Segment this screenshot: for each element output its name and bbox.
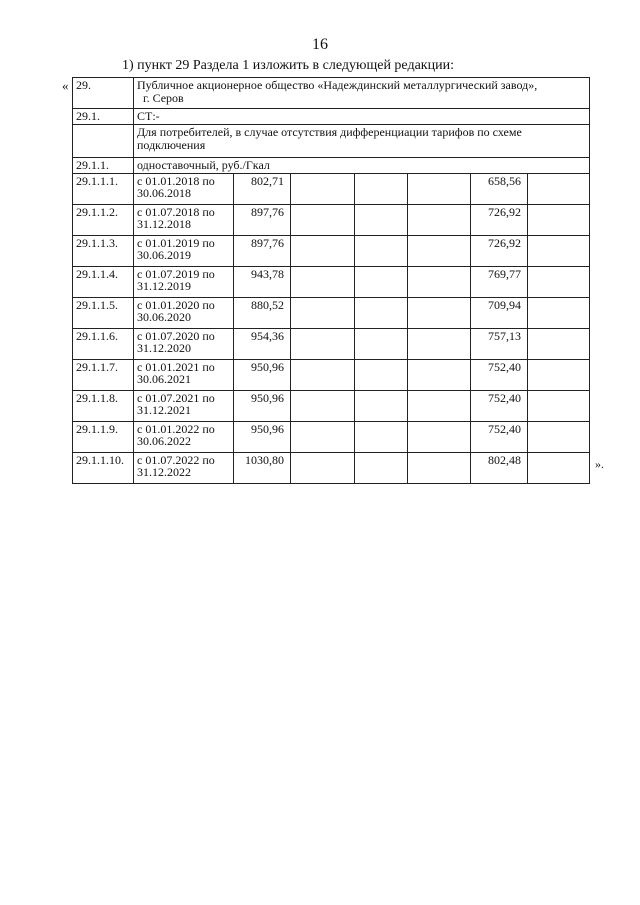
tariff-value-population: 726,92 [471,204,528,235]
empty-cell [408,204,471,235]
table-row [73,173,590,204]
period-end: 31.12.2020 [137,341,191,356]
unit-row [73,158,590,174]
section-code: 29. [73,78,134,109]
tariff-value-population: 802,48 [471,452,528,483]
row-code: 29.1.1.7. [73,359,134,390]
row-code: 29.1.1.5. [73,297,134,328]
empty-cell [355,173,408,204]
period-start: с 01.07.2019 по [137,266,215,281]
tariff-value: 897,76 [234,204,291,235]
tariff-value: 897,76 [234,235,291,266]
table-row [73,328,590,359]
row-period [134,266,234,297]
period-start: с 01.07.2018 по [137,204,215,219]
opening-quote: « [62,78,69,93]
empty-cell [528,235,590,266]
tariff-value-population: 726,92 [471,235,528,266]
consumers-text: Для потребителей, в случае отсутствия дифференциации тарифов по схеме подключения [134,125,590,158]
row-code: 29.1.1.8. [73,390,134,421]
empty-cell [355,235,408,266]
organization-name: Публичное акционерное общество «Надеждинский металлургический завод», [137,78,538,92]
period-start: с 01.01.2019 по [137,235,215,250]
st-code: 29.1. [73,109,134,125]
row-period [134,452,234,483]
table-row [73,297,590,328]
row-code: 29.1.1.6. [73,328,134,359]
closing-quote: ». [595,457,604,471]
table-row [73,235,590,266]
tariff-value-population: 769,77 [471,266,528,297]
empty-cell [355,421,408,452]
tariff-value: 950,96 [234,390,291,421]
tariff-table [72,77,590,484]
period-end: 30.06.2019 [137,248,191,263]
empty-cell [291,452,355,483]
period-start: с 01.01.2020 по [137,297,215,312]
table-row [73,421,590,452]
empty-cell [408,266,471,297]
empty-cell [528,421,590,452]
tariff-value-population: 752,40 [471,390,528,421]
period-end: 30.06.2018 [137,186,191,201]
tariff-value: 802,71 [234,173,291,204]
period-end: 31.12.2022 [137,465,191,480]
period-end: 30.06.2021 [137,372,191,387]
row-code: 29.1.1.3. [73,235,134,266]
empty-cell [528,452,590,483]
period-start: с 01.07.2022 по [137,452,215,467]
st-row [73,109,590,125]
tariff-value-population: 752,40 [471,359,528,390]
period-start: с 01.01.2021 по [137,359,215,374]
table-row [73,390,590,421]
empty-cell [408,235,471,266]
amendment-instruction: 1) пункт 29 Раздела 1 изложить в следующей редакции: [122,58,454,73]
table-row [73,359,590,390]
empty-cell [408,390,471,421]
table-row [73,266,590,297]
period-start: с 01.01.2022 по [137,421,215,436]
empty-cell [528,390,590,421]
empty-cell [291,173,355,204]
empty-cell [355,328,408,359]
organization-cell [134,78,590,109]
empty-cell [291,390,355,421]
tariff-value-population: 752,40 [471,421,528,452]
empty-cell [291,328,355,359]
empty-cell [355,390,408,421]
row-code: 29.1.1.10. [73,452,134,483]
empty-cell [528,173,590,204]
row-code: 29.1.1.9. [73,421,134,452]
st-text: СТ:- [134,109,590,125]
period-end: 30.06.2020 [137,310,191,325]
row-period [134,421,234,452]
empty-cell [291,359,355,390]
consumers-row [73,125,590,158]
empty-cell [408,297,471,328]
empty-cell [355,452,408,483]
row-code: 29.1.1.1. [73,173,134,204]
empty-cell [291,421,355,452]
empty-cell [528,266,590,297]
empty-cell [528,297,590,328]
period-start: с 01.07.2020 по [137,328,215,343]
period-end: 31.12.2019 [137,279,191,294]
period-end: 31.12.2021 [137,403,191,418]
period-start: с 01.01.2018 по [137,173,215,188]
tariff-value-population: 658,56 [471,173,528,204]
tariff-value-population: 757,13 [471,328,528,359]
empty-cell [355,266,408,297]
tariff-value: 943,78 [234,266,291,297]
unit-code: 29.1.1. [73,158,134,174]
row-code: 29.1.1.2. [73,204,134,235]
empty-cell [355,359,408,390]
empty-cell [355,204,408,235]
empty-cell [291,204,355,235]
row-period [134,359,234,390]
tariff-value: 880,52 [234,297,291,328]
row-code: 29.1.1.4. [73,266,134,297]
organization-city: г. Серов [143,90,184,105]
empty-cell [408,328,471,359]
empty-cell [408,421,471,452]
consumers-code-cell [73,125,134,158]
empty-cell [291,297,355,328]
row-period [134,173,234,204]
tariff-value-population: 709,94 [471,297,528,328]
period-end: 30.06.2022 [137,434,191,449]
row-period [134,328,234,359]
empty-cell [528,359,590,390]
empty-cell [528,328,590,359]
tariff-value: 954,36 [234,328,291,359]
table-row [73,204,590,235]
table-row [73,452,590,483]
period-end: 31.12.2018 [137,217,191,232]
empty-cell [408,359,471,390]
empty-cell [408,173,471,204]
page-number: 16 [312,36,328,53]
period-start: с 01.07.2021 по [137,390,215,405]
tariff-value: 950,96 [234,421,291,452]
empty-cell [291,235,355,266]
tariff-value: 1030,80 [234,452,291,483]
tariff-value: 950,96 [234,359,291,390]
unit-text: одноставочный, руб./Гкал [134,158,590,174]
empty-cell [528,204,590,235]
row-period [134,235,234,266]
row-period [134,297,234,328]
empty-cell [408,452,471,483]
row-period [134,204,234,235]
row-period [134,390,234,421]
empty-cell [291,266,355,297]
section-row [73,78,590,109]
empty-cell [355,297,408,328]
